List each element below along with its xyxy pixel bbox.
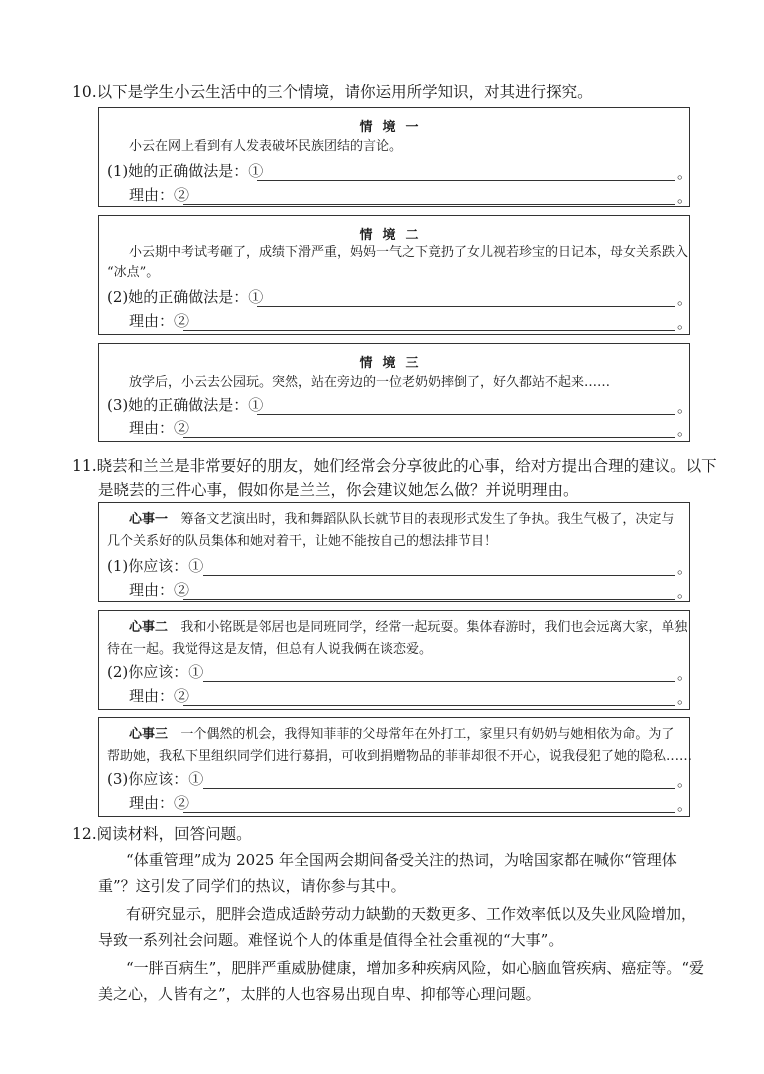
worry-two-ask: (2)你应该：① <box>107 663 204 681</box>
situation-two-ask: (2)她的正确做法是：① <box>107 288 264 306</box>
period: 。 <box>677 398 693 416</box>
q12-paragraph3-line2: 美之心，人皆有之”，太胖的人也容易出现自卑、抑郁等心理问题。 <box>98 985 541 1003</box>
period: 。 <box>677 559 693 577</box>
answer-line[interactable] <box>203 681 675 682</box>
answer-line[interactable] <box>183 812 675 813</box>
answer-line[interactable] <box>183 204 675 205</box>
worry-three-text-line2: 帮助她，我私下里组织同学们进行募捐，可收到捐赠物品的菲菲却很不开心，说我侵犯了她的隐私…… <box>107 749 693 764</box>
worry-one-text: 筹备文艺演出时，我和舞蹈队队长就节目的表现形式发生了争执。我生气极了，决定与 <box>180 512 675 527</box>
worry-one-text-line2: 几个关系好的队员集体和她对着干，让她不能按自己的想法排节目！ <box>107 534 498 549</box>
worry-three-text-line1 <box>129 724 674 746</box>
period: 。 <box>677 188 693 206</box>
worry-two-text-line2: 待在一起。我觉得这是友情，但总有人说我俩在谈恋爱。 <box>107 642 433 657</box>
period: 。 <box>677 583 693 601</box>
q11-stem-line1: 11.晓芸和兰兰是非常要好的朋友，她们经常会分享彼此的心事，给对方提出合理的建议。以下 <box>72 457 717 475</box>
q12-paragraph2-line2: 导致一系列社会问题。难怪说个人的体重是值得全社会重视的“大事”。 <box>98 931 564 949</box>
worry-two-text-line1 <box>129 617 687 639</box>
worry-two-text: 我和小铭既是邻居也是同班同学，经常一起玩耍。集体春游时，我们也会远离大家，单独 <box>180 620 688 635</box>
situation-one-title: 情境一 <box>359 120 429 135</box>
q11-stem-line2: 是晓芸的三件心事，假如你是兰兰，你会建议她怎么做？并说明理由。 <box>98 481 579 499</box>
situation-two-box <box>98 215 693 335</box>
situation-three-title: 情境三 <box>359 356 429 371</box>
answer-line[interactable] <box>257 306 675 307</box>
answer-line[interactable] <box>257 414 675 415</box>
situation-three-text: 放学后，小云去公园玩。突然，站在旁边的一位老奶奶摔倒了，好久都站不起来…… <box>129 375 611 390</box>
worry-three-reason: 理由：② <box>129 794 190 812</box>
situation-one-ask: (1)她的正确做法是：① <box>107 162 264 180</box>
period: 。 <box>677 665 693 683</box>
situation-one-text: 小云在网上看到有人发表破坏民族团结的言论。 <box>129 139 403 154</box>
period: 。 <box>677 772 693 790</box>
situation-three-reason: 理由：② <box>129 419 190 437</box>
worry-one-text-line1 <box>129 509 674 531</box>
situation-one-reason: 理由：② <box>129 186 190 204</box>
q12-paragraph3-line1: “一胖百病生”，肥胖严重威胁健康，增加多种疾病风险，如心脑血管疾病、癌症等。“爱 <box>126 959 705 977</box>
answer-line[interactable] <box>257 180 675 181</box>
q12-paragraph1-line2: 重”？这引发了同学们的热议，请你参与其中。 <box>98 877 406 895</box>
situation-two-reason: 理由：② <box>129 312 190 330</box>
situation-one-box <box>98 107 693 207</box>
worry-two-box <box>98 610 693 710</box>
q10-stem: 10.以下是学生小云生活中的三个情境，请你运用所学知识，对其进行探究。 <box>72 83 593 101</box>
answer-line[interactable] <box>183 330 675 331</box>
worry-three-ask: (3)你应该：① <box>107 770 204 788</box>
worry-one-label: 心事一 <box>129 512 169 527</box>
period: 。 <box>677 421 693 439</box>
q12-paragraph2-line1: 有研究显示，肥胖会造成适龄劳动力缺勤的天数更多、工作效率低以及失业风险增加， <box>126 905 697 923</box>
answer-line[interactable] <box>203 788 675 789</box>
period: 。 <box>677 164 693 182</box>
situation-two-title: 情境二 <box>359 228 429 243</box>
period: 。 <box>677 290 693 308</box>
answer-line[interactable] <box>183 437 675 438</box>
situation-three-box <box>98 343 693 442</box>
period: 。 <box>677 796 693 814</box>
answer-line[interactable] <box>203 575 675 576</box>
situation-two-text-line2: “冰点”。 <box>107 265 160 280</box>
worry-one-reason: 理由：② <box>129 581 190 599</box>
worry-two-label: 心事二 <box>129 620 169 635</box>
period: 。 <box>677 689 693 707</box>
answer-line[interactable] <box>183 599 675 600</box>
worry-three-label: 心事三 <box>129 727 169 742</box>
worry-two-reason: 理由：② <box>129 687 190 705</box>
situation-two-text-line1: 小云期中考试考砸了，成绩下滑严重，妈妈一气之下竟扔了女儿视若珍宝的日记本，母女关系跌入 <box>129 245 689 260</box>
worry-one-ask: (1)你应该：① <box>107 557 204 575</box>
worry-one-box <box>98 502 693 602</box>
worry-three-box <box>98 717 693 817</box>
answer-line[interactable] <box>183 705 675 706</box>
worry-three-text: 一个偶然的机会，我得知菲菲的父母常年在外打工，家里只有奶奶与她相依为命。为了 <box>180 727 675 742</box>
situation-three-ask: (3)她的正确做法是：① <box>107 396 264 414</box>
q12-stem: 12.阅读材料，回答问题。 <box>72 825 252 843</box>
q12-paragraph1-line1: “体重管理”成为 2025 年全国两会期间备受关注的热词，为啥国家都在喊你“管理体 <box>126 851 677 869</box>
period: 。 <box>677 314 693 332</box>
